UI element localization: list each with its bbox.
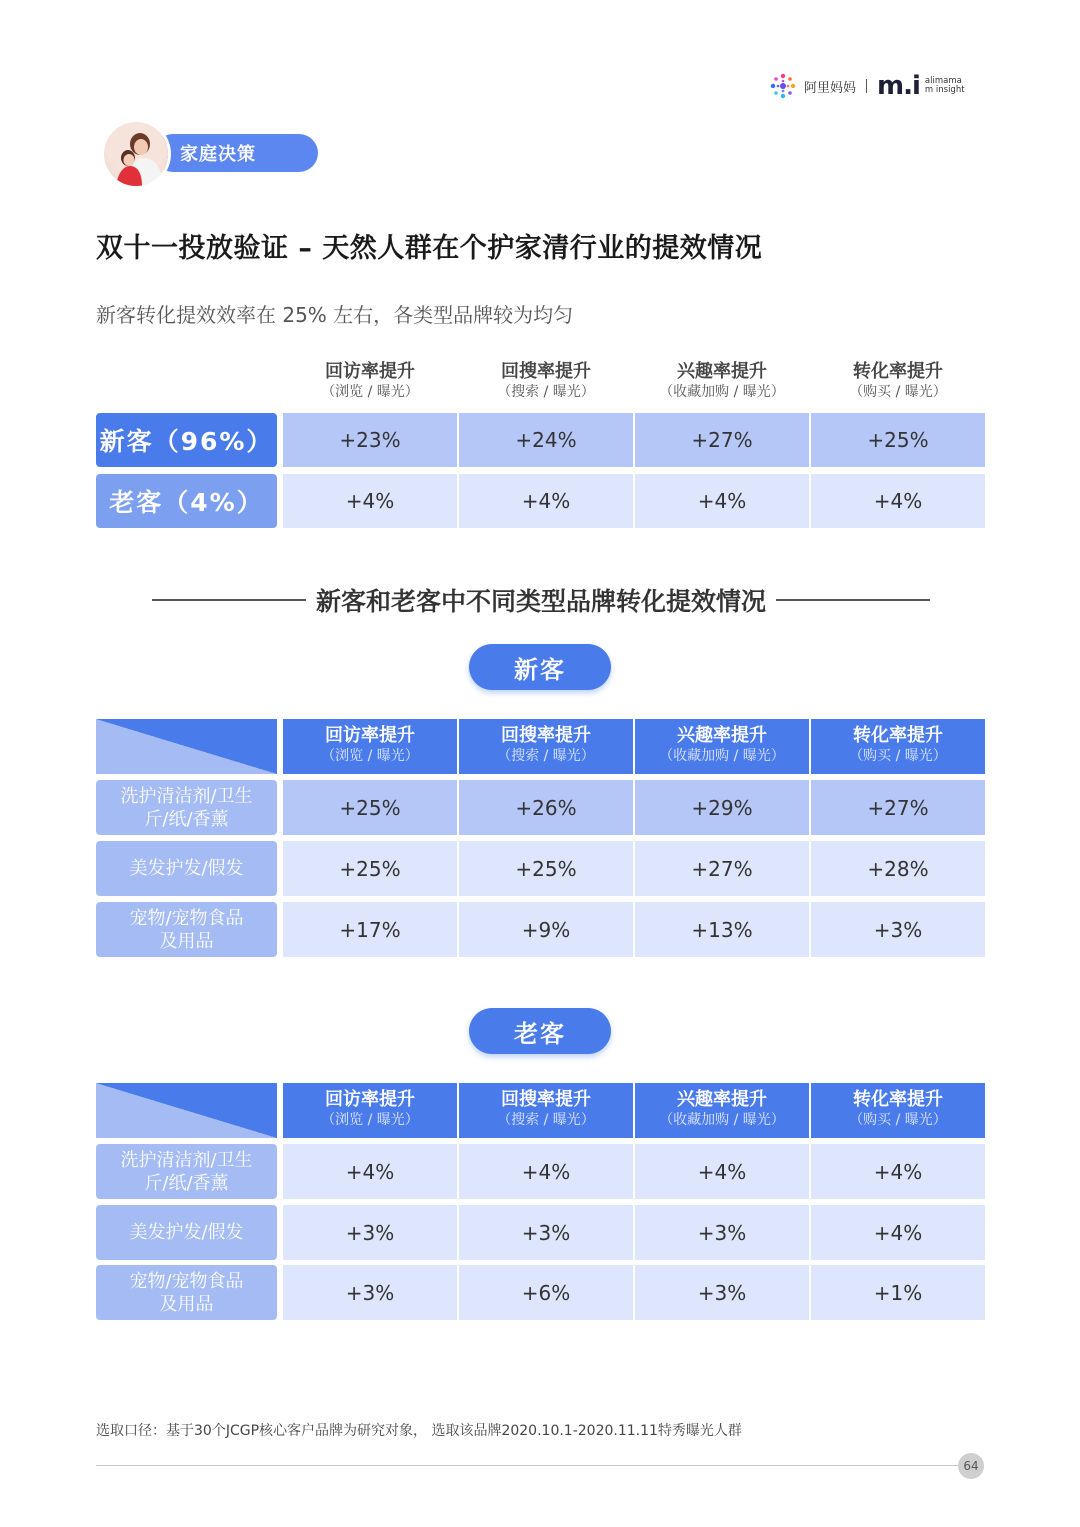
table-cell: +4% xyxy=(811,1144,985,1199)
header-metric-sub: （搜索 / 曝光） xyxy=(497,748,595,764)
table-cell: +3% xyxy=(283,1205,457,1260)
page-subtitle: 新客转化提效效率在 25% 左右，各类型品牌较为均匀 xyxy=(96,303,574,327)
logo-separator xyxy=(866,79,867,93)
header-metric-sub: （购买 / 曝光） xyxy=(849,384,947,400)
header-metric-sub: （浏览 / 曝光） xyxy=(321,384,419,400)
summary-header-research xyxy=(459,355,633,411)
header-metric-name: 回访率提升 xyxy=(325,361,415,382)
row-label-hair: 美发护发/假发 xyxy=(96,841,277,896)
header-metric-name: 转化率提升 xyxy=(853,725,943,746)
table-cell: +4% xyxy=(811,1205,985,1260)
table-cell: +23% xyxy=(283,413,457,467)
new-header-research xyxy=(459,719,633,774)
table-corner-cell xyxy=(96,1083,277,1138)
page-title: 双十一投放验证 – 天然人群在个护家清行业的提效情况 xyxy=(96,233,763,264)
summary-header-interest xyxy=(635,355,809,411)
mi-logo-subtitle: alimama m insight xyxy=(924,76,965,95)
table-cell: +4% xyxy=(283,474,457,528)
header-metric-sub: （收藏加购 / 曝光） xyxy=(659,1112,785,1128)
header-metric-name: 兴趣率提升 xyxy=(677,361,767,382)
header-metric-sub: （收藏加购 / 曝光） xyxy=(659,748,785,764)
mi-logo-text: m.i xyxy=(877,71,920,101)
header-metric-sub: （购买 / 曝光） xyxy=(849,1112,947,1128)
summary-row-label-new: 新客（96%） xyxy=(96,413,277,467)
heading-rule-right xyxy=(776,599,930,601)
header-metric-name: 回访率提升 xyxy=(325,1089,415,1110)
header-metric-sub: （浏览 / 曝光） xyxy=(321,1112,419,1128)
table-cell: +1% xyxy=(811,1265,985,1320)
table-cell: +4% xyxy=(459,1144,633,1199)
header-metric-name: 回搜率提升 xyxy=(501,361,591,382)
table-cell: +3% xyxy=(459,1205,633,1260)
row-label-cleaning: 洗护清洁剂/卫生 斤/纸/香薰 xyxy=(96,1144,277,1199)
header-metric-sub: （浏览 / 曝光） xyxy=(321,748,419,764)
summary-header-revisit xyxy=(283,355,457,411)
table-cell: +4% xyxy=(283,1144,457,1199)
new-customer-title: 新客 xyxy=(469,644,611,690)
table-cell: +4% xyxy=(635,1144,809,1199)
table-cell: +9% xyxy=(459,902,633,957)
summary-header-conversion xyxy=(811,355,985,411)
header-metric-name: 转化率提升 xyxy=(853,361,943,382)
table-cell: +29% xyxy=(635,780,809,835)
row-label-hair: 美发护发/假发 xyxy=(96,1205,277,1260)
table-cell: +28% xyxy=(811,841,985,896)
header-metric-name: 回访率提升 xyxy=(325,725,415,746)
table-cell: +25% xyxy=(459,841,633,896)
table-cell: +4% xyxy=(635,474,809,528)
old-header-research xyxy=(459,1083,633,1138)
old-header-interest xyxy=(635,1083,809,1138)
family-photo-icon xyxy=(104,122,168,186)
section-heading-text: 新客和老客中不同类型品牌转化提效情况 xyxy=(316,587,767,616)
table-cell: +6% xyxy=(459,1265,633,1320)
table-cell: +3% xyxy=(811,902,985,957)
header-metric-sub: （搜索 / 曝光） xyxy=(497,384,595,400)
table-cell: +3% xyxy=(635,1205,809,1260)
table-cell: +26% xyxy=(459,780,633,835)
footer-divider xyxy=(96,1465,958,1466)
table-cell: +3% xyxy=(635,1265,809,1320)
old-customer-title: 老客 xyxy=(469,1008,611,1054)
section-tag-label: 家庭决策 xyxy=(154,134,318,172)
header-metric-sub: （搜索 / 曝光） xyxy=(497,1112,595,1128)
row-label-pet: 宠物/宠物食品 及用品 xyxy=(96,1265,277,1320)
header-metric-name: 回搜率提升 xyxy=(501,1089,591,1110)
row-label-pet: 宠物/宠物食品 及用品 xyxy=(96,902,277,957)
old-header-revisit xyxy=(283,1083,457,1138)
table-cell: +13% xyxy=(635,902,809,957)
alimama-logo-icon xyxy=(768,71,798,101)
new-header-revisit xyxy=(283,719,457,774)
table-cell: +25% xyxy=(283,780,457,835)
header-metric-name: 兴趣率提升 xyxy=(677,1089,767,1110)
new-header-interest xyxy=(635,719,809,774)
table-cell: +27% xyxy=(635,413,809,467)
table-cell: +25% xyxy=(811,413,985,467)
table-cell: +27% xyxy=(635,841,809,896)
table-cell: +3% xyxy=(283,1265,457,1320)
table-cell: +24% xyxy=(459,413,633,467)
header-logos xyxy=(768,68,978,104)
table-cell: +4% xyxy=(459,474,633,528)
heading-rule-left xyxy=(152,599,306,601)
old-header-conversion xyxy=(811,1083,985,1138)
table-cell: +25% xyxy=(283,841,457,896)
table-cell: +27% xyxy=(811,780,985,835)
header-metric-sub: （购买 / 曝光） xyxy=(849,748,947,764)
header-metric-name: 回搜率提升 xyxy=(501,725,591,746)
row-label-cleaning: 洗护清洁剂/卫生 斤/纸/香薰 xyxy=(96,780,277,835)
page-number: 64 xyxy=(958,1453,984,1479)
table-cell: +17% xyxy=(283,902,457,957)
section-heading xyxy=(152,580,930,620)
table-corner-cell xyxy=(96,719,277,774)
footnote: 选取口径：基于30个JCGP核心客户品牌为研究对象， 选取该品牌2020.10.1-2020.11.11特秀曝光人群 xyxy=(96,1423,742,1439)
mi-logo xyxy=(877,73,920,99)
brand-name: 阿里妈妈 xyxy=(804,80,857,96)
header-metric-sub: （收藏加购 / 曝光） xyxy=(659,384,785,400)
summary-row-label-old: 老客（4%） xyxy=(96,474,277,528)
header-metric-name: 转化率提升 xyxy=(853,1089,943,1110)
header-metric-name: 兴趣率提升 xyxy=(677,725,767,746)
new-header-conversion xyxy=(811,719,985,774)
table-cell: +4% xyxy=(811,474,985,528)
